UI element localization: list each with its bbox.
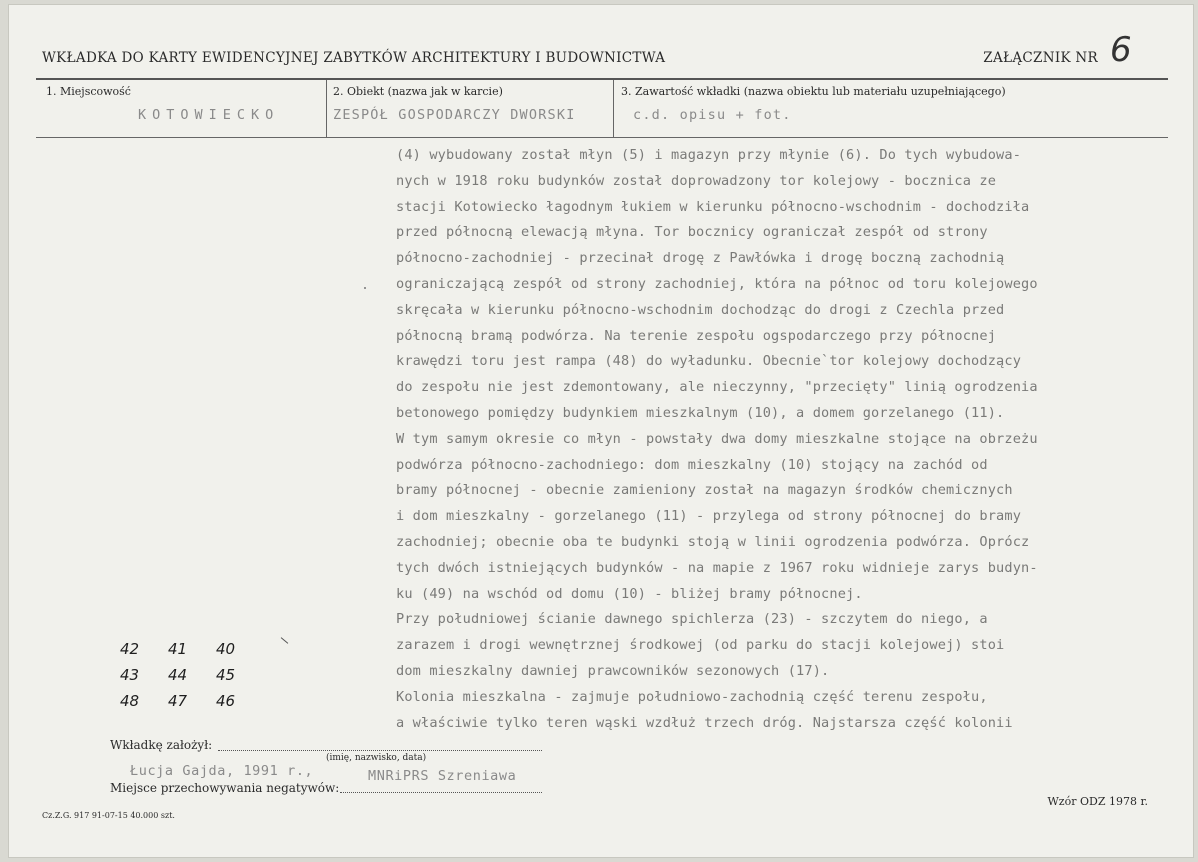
text-line: Przy południowej ścianie dawnego spichlerza (23) - szczytem do niego, a	[396, 611, 988, 628]
created-by-label: Wkładkę założył:	[110, 738, 213, 752]
fields-rule	[36, 137, 1168, 138]
field-divider	[326, 80, 327, 137]
form-model-ref: Wzór ODZ 1978 r.	[1047, 795, 1148, 808]
text-line: zarazem i drogi wewnętrznej środkowej (od parku do stacji kolejowej) stoi	[396, 637, 1005, 654]
text-line: betonowego pomiędzy budynkiem mieszkalnym (10), a domem gorzelanego (11).	[396, 404, 1005, 421]
field-object-label: 2. Obiekt (nazwa jak w karcie)	[333, 85, 503, 98]
text-line: (4) wybudowany został młyn (5) i magazyn przy młynie (6). Do tych wybudowa-	[396, 147, 1022, 163]
photo-row	[120, 688, 264, 714]
text-line: a właściwie tylko teren wąski wzdłuż trzech dróg. Najstarsza część kolonii	[396, 714, 1013, 731]
text-line: skręcała w kierunku północno-wschodnim dochodząc do drogi z Czechla przed	[396, 301, 1005, 318]
annex-number: 6	[1110, 30, 1132, 70]
text-line: zachodniej; obecnie oba te budynki stoją w linii ogrodzenia podwórza. Oprócz	[396, 533, 1030, 550]
text-line: tych dwóch istniejących budynków - na mapie z 1967 roku widnieje zarys budyn-	[396, 559, 1038, 576]
header-rule	[36, 78, 1168, 80]
photo-number: 45	[216, 666, 236, 684]
text-line: ku (49) na wschód od domu (10) - bliżej bramy północnej.	[396, 585, 863, 602]
annex-label: ZAŁĄCZNIK NR	[983, 50, 1098, 66]
description-text	[396, 143, 1176, 736]
photo-number: 43	[120, 666, 140, 684]
field-object-value: ZESPÓŁ GOSPODARCZY DWORSKI	[333, 107, 576, 123]
storage-value: MNRiPRS Szreniawa	[368, 768, 517, 784]
text-line: nych w 1918 roku budynków został doprowadzony tor kolejowy - bocznica ze	[396, 172, 997, 189]
created-by-dotline	[218, 750, 542, 751]
text-line: Kolonia mieszkalna - zajmuje południowo-zachodnią część terenu zespołu,	[396, 688, 988, 705]
text-line: stacji Kotowiecko łagodnym łukiem w kierunku północno-wschodnim - dochodziła	[396, 198, 1030, 215]
field-divider	[613, 80, 614, 137]
photo-row	[120, 662, 264, 688]
created-by-value: Łucja Gajda, 1991 r.,	[130, 763, 314, 779]
photo-number: 48	[120, 692, 140, 710]
photo-number-grid	[120, 636, 264, 714]
storage-dotline	[340, 792, 542, 793]
photo-number: 41	[168, 640, 188, 658]
photo-number: 47	[168, 692, 188, 710]
photo-row	[120, 636, 264, 662]
storage-label: Miejsce przechowywania negatywów:	[110, 781, 340, 795]
field-content-value: c.d. opisu + fot.	[633, 107, 792, 123]
text-line: do zespołu nie jest zdemontowany, ale nieczynny, "przecięty" linią ogrodzenia	[396, 379, 1038, 396]
photo-number: 46	[216, 692, 236, 710]
text-line: przed północną elewacją młyna. Tor bocznicy ograniczał zespół od strony	[396, 224, 988, 241]
document-title: WKŁADKA DO KARTY EWIDENCYJNEJ ZABYTKÓW ARCHITEKTURY I BUDOWNICTWA	[42, 50, 666, 66]
photo-number: 42	[120, 640, 140, 658]
text-line: podwórza północno-zachodniego: dom mieszkalny (10) stojący na zachód od	[396, 456, 988, 473]
photo-number: 44	[168, 666, 188, 684]
text-line: bramy północnej - obecnie zamieniony został na magazyn środków chemicznych	[396, 482, 1013, 499]
created-by-caption: (imię, nazwisko, data)	[326, 753, 427, 763]
text-line: dom mieszkalny dawniej prawcowników sezonowych (17).	[396, 662, 830, 679]
field-locality-value: KOTOWIECKO	[138, 107, 280, 123]
print-code: Cz.Z.G. 917 91-07-15 40.000 szt.	[42, 811, 175, 820]
text-line: krawędzi toru jest rampa (48) do wyładunku. Obecnie`tor kolejowy dochodzący	[396, 353, 1022, 370]
field-content-label: 3. Zawartość wkładki (nazwa obiektu lub materiału uzupełniającego)	[621, 85, 1006, 98]
text-line: północną bramą podwórza. Na terenie zespołu ogspodarczego przy północnej	[396, 327, 997, 344]
photo-number: 40	[216, 640, 236, 658]
text-line: ograniczającą zespół od strony zachodniej, która na północ od toru kolejowego	[396, 275, 1038, 292]
text-line: W tym samym okresie co młyn - powstały dwa domy mieszkalne stojące na obrzeżu	[396, 430, 1038, 447]
field-locality-label: 1. Miejscowość	[46, 85, 131, 98]
text-line: północno-zachodniej - przecinał drogę z Pawłówka i drogę boczną zachodnią	[396, 250, 1005, 267]
stray-mark	[364, 287, 366, 289]
text-line: i dom mieszkalny - gorzelanego (11) - przylega od strony północnej do bramy	[396, 508, 1022, 525]
